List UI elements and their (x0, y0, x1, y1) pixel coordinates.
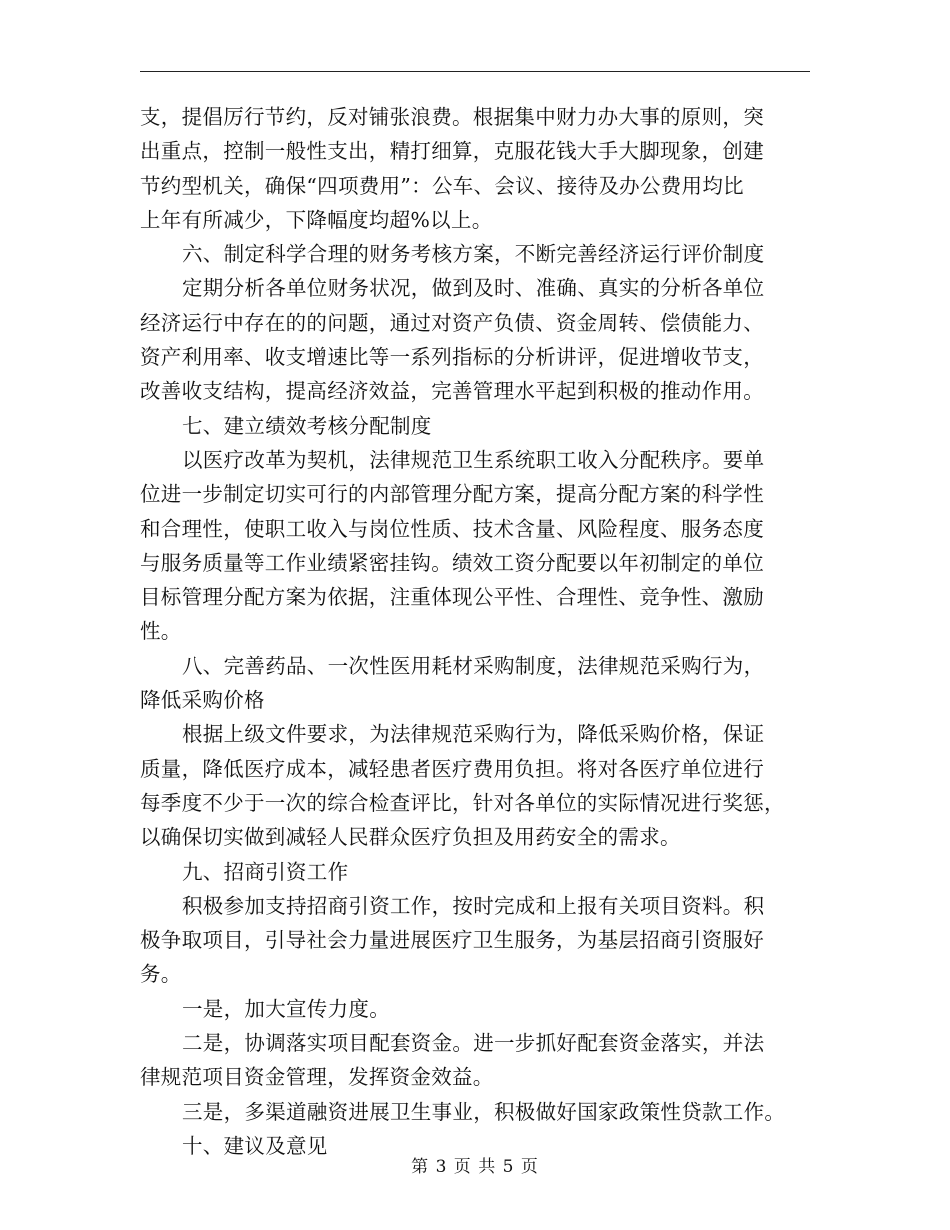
body-line: 上年有所减少，下降幅度均超%以上。 (140, 207, 493, 232)
list-item: 一是，加大宣传力度。 (182, 996, 390, 1021)
body-line: 经济运行中存在的的问题，通过对资产负债、资金周转、偿债能力、 (140, 310, 764, 335)
body-line: 极争取项目，引导社会力量进展医疗卫生服务，为基层招商引资服好 (140, 928, 764, 953)
body-line: 节约型机关，确保“四项费用”：公车、会议、接待及办公费用均比 (140, 173, 744, 198)
body-line: 每季度不少于一次的综合检查评比，针对各单位的实际情况进行奖惩， (140, 790, 785, 815)
body-line: 目标管理分配方案为依据，注重体现公平性、合理性、竞争性、激励 (140, 585, 764, 610)
body-line: 与服务质量等工作业绩紧密挂钩。绩效工资分配要以年初制定的单位 (140, 550, 764, 575)
body-line: 和合理性，使职工收入与岗位性质、技术含量、风险程度、服务态度 (140, 516, 764, 541)
body-line: 位进一步制定切实可行的内部管理分配方案，提高分配方案的科学性 (140, 482, 764, 507)
section-heading: 六、制定科学合理的财务考核方案，不断完善经济运行评价制度 (182, 242, 765, 267)
header-rule (140, 71, 810, 72)
page-number-footer: 第 3 页 共 5 页 (411, 1157, 539, 1177)
list-item: 三是，多渠道融资进展卫生事业，积极做好国家政策性贷款工作。 (182, 1099, 786, 1124)
document-body (140, 100, 812, 1163)
body-line: 积极参加支持招商引资工作，按时完成和上报有关项目资料。积 (182, 893, 765, 918)
section-heading: 七、建立绩效考核分配制度 (182, 413, 432, 438)
body-line: 以确保切实做到减轻人民群众医疗负担及用药安全的需求。 (140, 825, 681, 850)
section-heading: 十、建议及意见 (182, 1133, 328, 1158)
body-line: 根据上级文件要求，为法律规范采购行为，降低采购价格，保证 (182, 722, 765, 747)
body-line: 律规范项目资金管理，发挥资金效益。 (140, 1065, 494, 1090)
section-heading: 八、完善药品、一次性医用耗材采购制度，法律规范采购行为， (182, 653, 765, 678)
list-item: 二是，协调落实项目配套资金。进一步抓好配套资金落实，并法 (182, 1031, 765, 1056)
body-line: 定期分析各单位财务状况，做到及时、准确、真实的分析各单位 (182, 276, 765, 301)
body-line: 以医疗改革为契机，法律规范卫生系统职工收入分配秩序。要单 (182, 447, 765, 472)
body-line: 支，提倡厉行节约，反对铺张浪费。根据集中财力办大事的原则，突 (140, 105, 764, 129)
body-line: 性。 (140, 619, 182, 644)
body-line: 资产利用率、收支增速比等一系列指标的分析讲评，促进增收节支， (140, 345, 764, 370)
body-line: 质量，降低医疗成本，减轻患者医疗费用负担。将对各医疗单位进行 (140, 756, 764, 781)
section-heading-continued: 降低采购价格 (140, 688, 265, 713)
section-heading: 九、招商引资工作 (182, 859, 349, 884)
body-line: 改善收支结构，提高经济效益，完善管理水平起到积极的推动作用。 (140, 379, 764, 404)
body-line: 出重点，控制一般性支出，精打细算，克服花钱大手大脚现象，创建 (140, 139, 764, 164)
body-line: 务。 (140, 962, 182, 987)
